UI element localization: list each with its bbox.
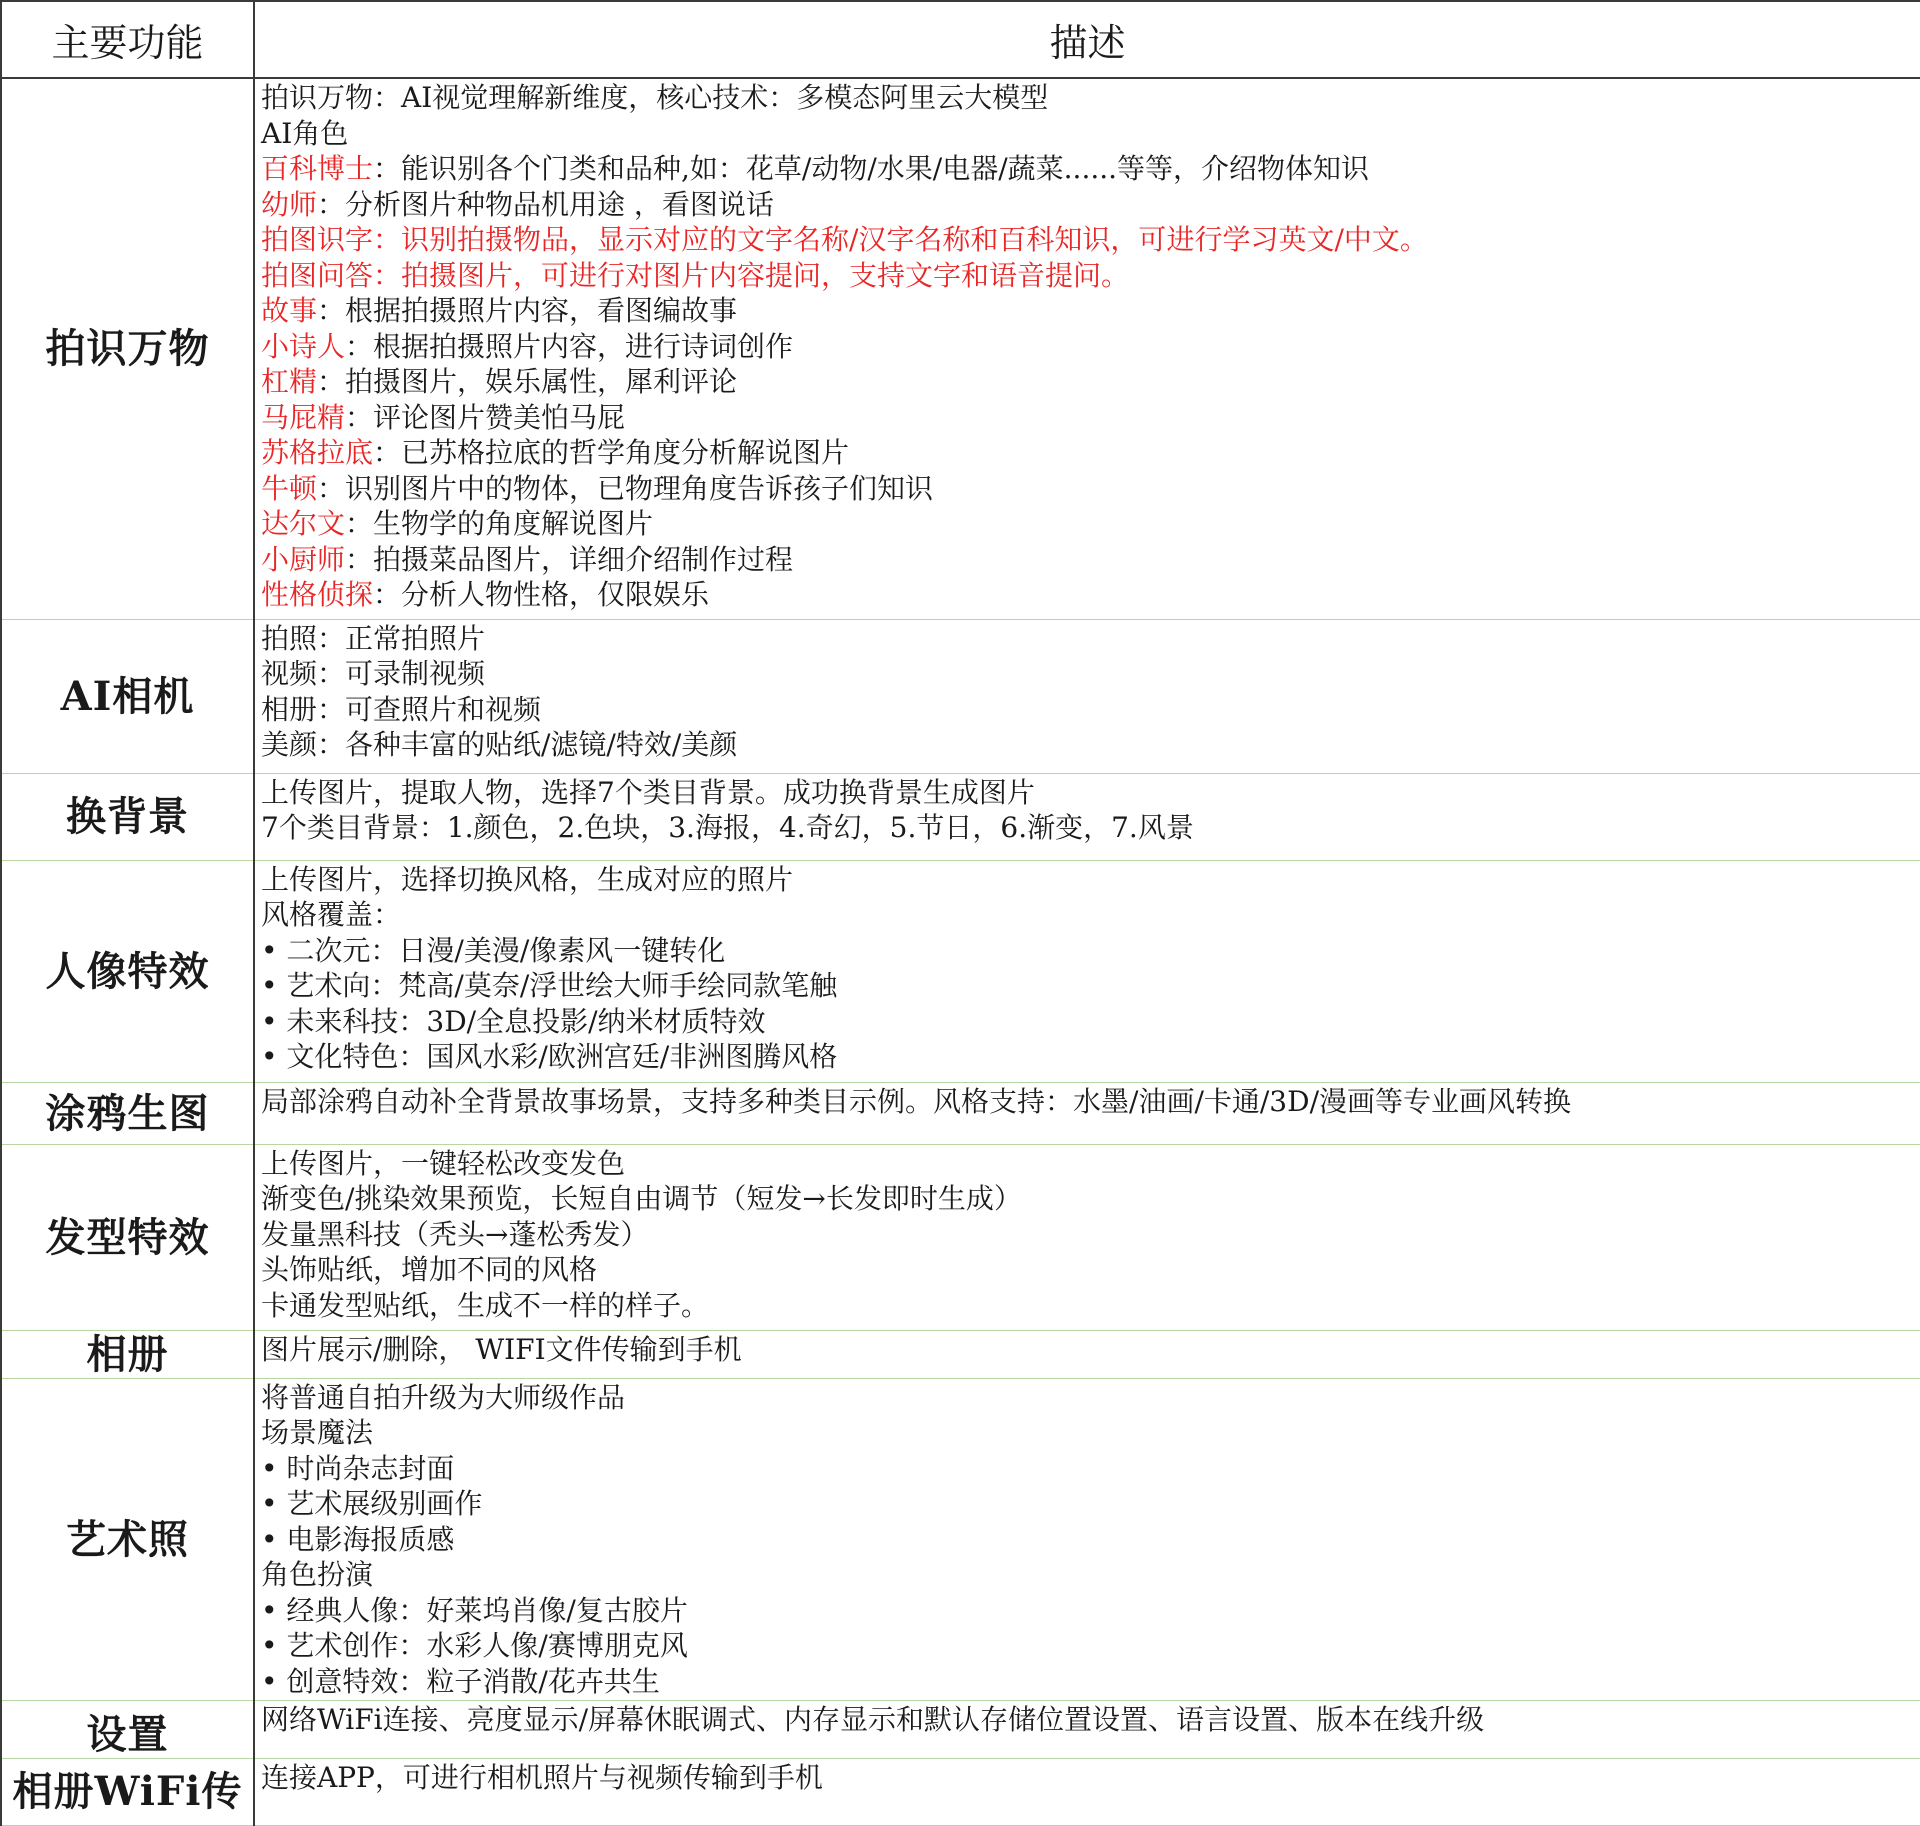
description-line	[261, 1702, 1920, 1738]
function-name: 相册	[86, 1330, 169, 1378]
header-row	[1, 1, 1920, 78]
description-text: 卡通发型贴纸，生成不一样的样子。	[261, 1288, 710, 1322]
description-line	[261, 1628, 1920, 1664]
function-name: 相册WiFi传	[12, 1768, 243, 1815]
description-text: 7个类目背景：1.颜色，2.色块，3.海报，4.奇幻，5.节日，6.渐变，7.风景	[261, 811, 1194, 844]
description-text: 发量黑科技（秃头→蓬松秀发）	[261, 1217, 649, 1251]
description-text: ：已苏格拉底的哲学角度分析解说图片	[373, 436, 850, 469]
header-function: 主要功能	[1, 1, 254, 78]
description-line	[261, 258, 1920, 294]
description-line	[261, 471, 1920, 507]
description-line	[261, 1557, 1920, 1593]
description-text: 拍图识字：识别拍摄物品，显示对应的文字名称/汉字名称和百科知识，可进行学习英文/中文。	[261, 223, 1428, 256]
description-line	[261, 1522, 1920, 1558]
function-name-cell	[1, 1700, 254, 1758]
role-label: 马屁精	[261, 400, 346, 434]
description-line	[261, 80, 1920, 116]
table-row	[1, 1700, 1920, 1758]
function-name: 人像特效	[45, 947, 210, 995]
role-label: 小厨师	[261, 542, 346, 576]
description-cell	[254, 1330, 1920, 1378]
description-text: 拍照：正常拍照片	[261, 621, 486, 655]
description-line	[261, 968, 1920, 1004]
role-label: 牛顿	[261, 471, 318, 505]
description-text: • 二次元：日漫/美漫/像素风一键转化	[261, 933, 726, 967]
description-line	[261, 329, 1920, 365]
description-cell	[254, 1758, 1920, 1825]
description-line	[261, 1181, 1920, 1217]
header-description: 描述	[254, 1, 1920, 78]
description-line	[261, 293, 1920, 329]
description-text: ：拍摄图片，娱乐属性，犀利评论	[317, 365, 738, 398]
description-line	[261, 775, 1920, 811]
description-line	[261, 1760, 1920, 1796]
description-text: • 电影海报质感	[261, 1522, 455, 1556]
description-line	[261, 1415, 1920, 1451]
description-line	[261, 862, 1920, 898]
function-name-cell	[1, 1758, 254, 1825]
function-name-cell	[1, 1144, 254, 1330]
table-row	[1, 1330, 1920, 1378]
table-row	[1, 619, 1920, 773]
function-name: 艺术照	[66, 1515, 189, 1563]
description-text: 角色扮演	[261, 1558, 374, 1591]
description-line	[261, 222, 1920, 258]
description-line	[261, 621, 1920, 657]
description-text: 上传图片，提取人物，选择7个类目背景。成功换背景生成图片	[261, 775, 1035, 809]
description-text: ：分析图片种物品机用途 ，看图说话	[317, 187, 774, 221]
description-cell	[254, 78, 1920, 619]
description-text: ：分析人物性格，仅限娱乐	[373, 578, 710, 611]
description-text: • 艺术展级别画作	[261, 1487, 483, 1520]
function-name-cell	[1, 1330, 254, 1378]
role-label: 幼师	[261, 187, 318, 221]
description-text: ：评论图片赞美怕马屁	[345, 400, 626, 434]
role-label: 性格侦探	[261, 578, 374, 611]
role-label: 故事	[261, 294, 318, 327]
function-name: 拍识万物	[45, 325, 210, 373]
description-text: 将普通自拍升级为大师级作品	[261, 1380, 626, 1414]
description-text: 连接APP，可进行相机照片与视频传输到手机	[261, 1760, 823, 1794]
function-name-cell	[1, 619, 254, 773]
description-text: 视频：可录制视频	[261, 657, 486, 690]
function-name: 换背景	[66, 793, 189, 840]
function-name-cell	[1, 860, 254, 1082]
description-line	[261, 656, 1920, 692]
description-text: AI角色	[261, 116, 349, 150]
table-row	[1, 773, 1920, 860]
description-line	[261, 1146, 1920, 1182]
description-line	[261, 187, 1920, 223]
role-label: 百科博士	[261, 152, 374, 185]
description-line	[261, 1593, 1920, 1629]
description-line	[261, 933, 1920, 969]
description-text: 局部涂鸦自动补全背景故事场景，支持多种类目示例。风格支持：水墨/油画/卡通/3D/漫画等专业画风转换	[261, 1084, 1572, 1118]
table-row	[1, 78, 1920, 619]
description-text: ：识别图片中的物体，已物理角度告诉孩子们知识	[317, 471, 934, 505]
table-row	[1, 1082, 1920, 1144]
description-line	[261, 1380, 1920, 1416]
description-line	[261, 435, 1920, 471]
function-name-cell	[1, 1378, 254, 1700]
description-text: 渐变色/挑染效果预览，长短自由调节（短发→长发即时生成）	[261, 1182, 1022, 1215]
description-text: 场景魔法	[261, 1416, 374, 1449]
description-line	[261, 151, 1920, 187]
function-name: 发型特效	[45, 1213, 210, 1261]
description-text: 相册：可查照片和视频	[261, 692, 542, 726]
description-text: ：根据拍摄照片内容，进行诗词创作	[345, 329, 794, 363]
description-line	[261, 1217, 1920, 1253]
description-cell	[254, 860, 1920, 1082]
role-label: 小诗人	[261, 329, 346, 363]
description-text: ：拍摄菜品图片，详细介绍制作过程	[345, 542, 794, 576]
description-line	[261, 1004, 1920, 1040]
description-line	[261, 1451, 1920, 1487]
description-cell	[254, 1082, 1920, 1144]
description-text: • 文化特色：国风水彩/欧洲宫廷/非洲图腾风格	[261, 1040, 838, 1073]
description-cell	[254, 1378, 1920, 1700]
description-line	[261, 400, 1920, 436]
description-text: 拍图问答：拍摄图片，可进行对图片内容提问，支持文字和语音提问。	[261, 258, 1130, 292]
description-line	[261, 692, 1920, 728]
description-text: 美颜：各种丰富的贴纸/滤镜/特效/美颜	[261, 728, 738, 761]
description-text: 风格覆盖：	[261, 898, 402, 931]
description-text: • 艺术向：梵高/莫奈/浮世绘大师手绘同款笔触	[261, 969, 838, 1002]
function-name: 设置	[86, 1710, 169, 1758]
description-line	[261, 1252, 1920, 1288]
function-name: 涂鸦生图	[45, 1089, 210, 1137]
description-text: 头饰贴纸，增加不同的风格	[261, 1253, 598, 1286]
function-name-cell	[1, 1082, 254, 1144]
description-line	[261, 1664, 1920, 1700]
function-name-cell	[1, 773, 254, 860]
description-line	[261, 116, 1920, 152]
description-text: • 艺术创作：水彩人像/赛博朋克风	[261, 1629, 688, 1662]
description-text: 网络WiFi连接、亮度显示/屏幕休眠调式、内存显示和默认存储位置设置、语言设置、版本在线升级	[261, 1702, 1485, 1736]
description-line	[261, 1288, 1920, 1324]
table-row	[1, 1378, 1920, 1700]
description-text: ：能识别各个门类和品种,如：花草/动物/水果/电器/蔬菜......等等，介绍物体知识	[373, 152, 1370, 185]
description-text: 上传图片，一键轻松改变发色	[261, 1146, 626, 1180]
description-line	[261, 897, 1920, 933]
description-cell	[254, 773, 1920, 860]
table-row	[1, 1758, 1920, 1825]
description-cell	[254, 1700, 1920, 1758]
description-line	[261, 364, 1920, 400]
description-line	[261, 542, 1920, 578]
description-text: • 时尚杂志封面	[261, 1451, 455, 1485]
description-line	[261, 577, 1920, 613]
description-line	[261, 1486, 1920, 1522]
description-text: ：生物学的角度解说图片	[345, 507, 654, 540]
description-text: • 未来科技：3D/全息投影/纳米材质特效	[261, 1004, 766, 1038]
description-line	[261, 506, 1920, 542]
description-cell	[254, 619, 1920, 773]
description-line	[261, 1332, 1920, 1368]
description-line	[261, 810, 1920, 846]
description-line	[261, 1039, 1920, 1075]
function-name-cell	[1, 78, 254, 619]
description-text: • 经典人像：好莱坞肖像/复古胶片	[261, 1593, 688, 1627]
description-cell	[254, 1144, 1920, 1330]
description-text: 拍识万物：AI视觉理解新维度，核心技术：多模态阿里云大模型	[261, 81, 1049, 114]
role-label: 杠精	[261, 365, 318, 398]
role-label: 苏格拉底	[261, 436, 374, 469]
table-row	[1, 860, 1920, 1082]
role-label: 达尔文	[261, 507, 346, 540]
description-line	[261, 1084, 1920, 1120]
description-text: 上传图片，选择切换风格，生成对应的照片	[261, 862, 794, 896]
description-text: • 创意特效：粒子消散/花卉共生	[261, 1664, 660, 1698]
description-text: 图片展示/删除， WIFI文件传输到手机	[261, 1332, 742, 1366]
description-text: ：根据拍摄照片内容，看图编故事	[317, 294, 738, 327]
table-row	[1, 1144, 1920, 1330]
description-line	[261, 727, 1920, 763]
function-name: AI相机	[60, 672, 195, 720]
